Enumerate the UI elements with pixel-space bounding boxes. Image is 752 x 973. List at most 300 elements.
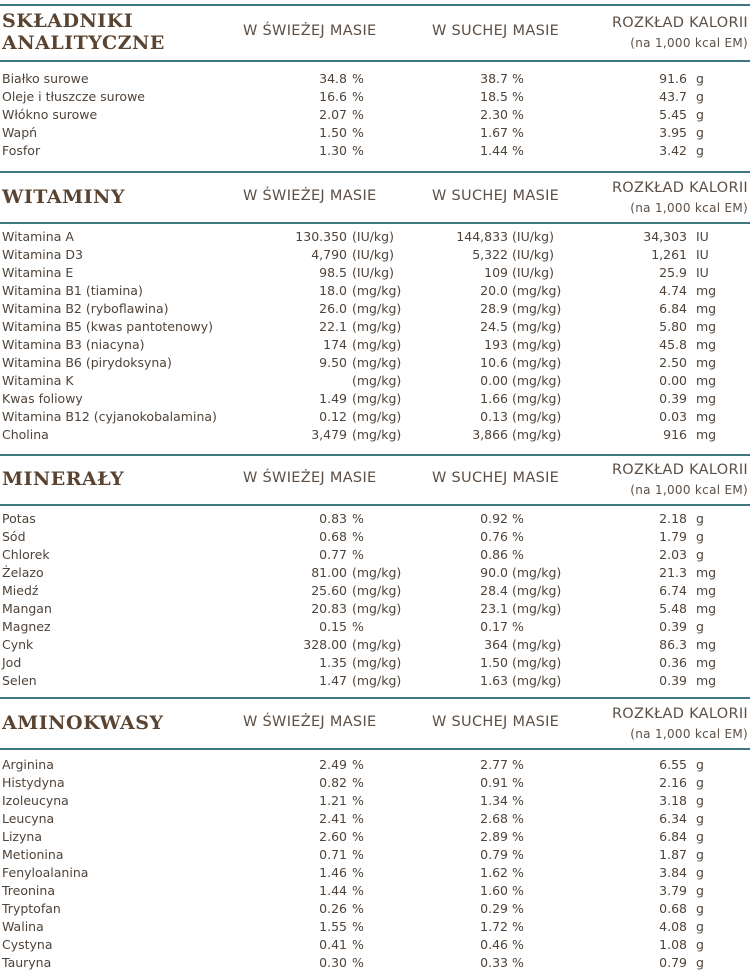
nutrient-name: Leucyna [2,811,55,826]
table-row [0,774,752,792]
calorie-value: 21.3 [659,565,687,580]
nutrient-name: Arginina [2,757,54,772]
dry-unit: (mg/kg) [512,391,562,406]
calorie-unit: mg [696,391,717,406]
dry-value: 28.9 [480,301,508,316]
section-header-rule [0,222,750,224]
calorie-unit: mg [696,583,717,598]
fresh-value: 18.0 [319,283,347,298]
nutrient-name: Mangan [2,601,52,616]
fresh-value: 0.30 [319,955,347,970]
fresh-unit: % [352,107,364,122]
calorie-unit: g [696,847,704,862]
dry-unit: (mg/kg) [512,337,562,352]
table-row [0,142,752,160]
column-header-dry: W SUCHEJ MASIE [432,470,560,486]
calorie-value: 45.8 [659,337,687,352]
dry-value: 2.68 [480,811,508,826]
dry-unit: % [512,107,524,122]
calorie-unit: g [696,775,704,790]
fresh-unit: % [352,775,364,790]
nutrient-name: Selen [2,673,37,688]
section-title [2,712,164,734]
table-row [0,654,752,672]
nutrient-name: Witamina B12 (cyjanokobalamina) [2,409,217,424]
dry-unit: (mg/kg) [512,601,562,616]
fresh-value: 1.55 [319,919,347,934]
nutrient-name: Witamina D3 [2,247,83,262]
calorie-unit: mg [696,409,717,424]
calorie-value: 43.7 [659,89,687,104]
fresh-unit: % [352,793,364,808]
calorie-unit: g [696,107,704,122]
nutrient-name: Potas [2,511,36,526]
nutrient-name: Witamina B1 (tiamina) [2,283,143,298]
table-row [0,618,752,636]
table-row [0,246,752,264]
dry-unit: (mg/kg) [512,283,562,298]
calorie-unit: g [696,143,704,158]
table-row [0,828,752,846]
fresh-value: 0.77 [319,547,347,562]
section-title [2,468,124,490]
dry-value: 1.66 [480,391,508,406]
dry-unit: % [512,775,524,790]
table-row [0,228,752,246]
dry-unit: % [512,125,524,140]
calorie-unit: g [696,901,704,916]
calorie-value: 4.08 [659,919,687,934]
table-row [0,582,752,600]
section-title-line: AMINOKWASY [2,712,164,734]
nutrient-name: Witamina B6 (pirydoksyna) [2,355,172,370]
section-title-line: WITAMINY [2,186,125,208]
dry-unit: % [512,865,524,880]
calorie-value: 5.80 [659,319,687,334]
nutrient-name: Izoleucyna [2,793,69,808]
fresh-value: 20.83 [311,601,347,616]
calorie-value: 0.68 [659,901,687,916]
dry-value: 20.0 [480,283,508,298]
fresh-unit: % [352,125,364,140]
fresh-unit: (mg/kg) [352,637,402,652]
fresh-unit: (mg/kg) [352,583,402,598]
table-row [0,846,752,864]
nutrient-name: Witamina B2 (ryboflawina) [2,301,169,316]
calorie-value: 5.48 [659,601,687,616]
fresh-unit: % [352,847,364,862]
calorie-unit: g [696,529,704,544]
table-row [0,918,752,936]
calorie-unit: g [696,811,704,826]
calorie-unit: g [696,71,704,86]
dry-unit: % [512,901,524,916]
dry-unit: (mg/kg) [512,355,562,370]
fresh-value: 0.26 [319,901,347,916]
fresh-value: 3,479 [311,427,347,442]
column-header-calories-subtitle: (na 1,000 kcal EM) [630,201,748,215]
nutrient-name: Chlorek [2,547,50,562]
table-row [0,528,752,546]
nutrient-name: Treonina [2,883,55,898]
table-row [0,900,752,918]
dry-value: 2.89 [480,829,508,844]
calorie-unit: mg [696,301,717,316]
dry-value: 1.63 [480,673,508,688]
dry-value: 24.5 [480,319,508,334]
calorie-value: 6.74 [659,583,687,598]
nutrient-name: Witamina K [2,373,74,388]
calorie-unit: mg [696,565,717,580]
calorie-unit: mg [696,427,717,442]
table-row [0,810,752,828]
column-header-calories-title: ROZKŁAD KALORII [611,180,748,196]
fresh-value: 328.00 [303,637,347,652]
dry-unit: (mg/kg) [512,319,562,334]
nutrient-name: Magnez [2,619,51,634]
dry-value: 0.79 [480,847,508,862]
calorie-unit: g [696,919,704,934]
table-row [0,390,752,408]
dry-value: 0.92 [480,511,508,526]
dry-unit: (mg/kg) [512,409,562,424]
fresh-value: 1.21 [319,793,347,808]
calorie-value: 6.55 [659,757,687,772]
section-title-line: SKŁADNIKI [2,10,134,32]
dry-unit: % [512,955,524,970]
dry-unit: % [512,89,524,104]
calorie-value: 25.9 [659,265,687,280]
fresh-unit: (mg/kg) [352,373,402,388]
fresh-unit: (mg/kg) [352,409,402,424]
dry-value: 2.30 [480,107,508,122]
table-row [0,264,752,282]
dry-unit: % [512,757,524,772]
table-row [0,546,752,564]
dry-unit: % [512,547,524,562]
calorie-unit: g [696,125,704,140]
dry-value: 0.33 [480,955,508,970]
calorie-value: 2.18 [659,511,687,526]
section-title-line: ANALITYCZNE [2,32,165,54]
calorie-value: 3.79 [659,883,687,898]
dry-value: 1.50 [480,655,508,670]
dry-unit: (mg/kg) [512,655,562,670]
fresh-unit: % [352,829,364,844]
calorie-value: 0.00 [659,373,687,388]
fresh-value: 0.82 [319,775,347,790]
fresh-unit: (mg/kg) [352,301,402,316]
column-header-fresh: W ŚWIEŻEJ MASIE [243,23,377,39]
calorie-unit: g [696,829,704,844]
calorie-value: 0.39 [659,673,687,688]
calorie-value: 5.45 [659,107,687,122]
dry-value: 0.13 [480,409,508,424]
fresh-value: 2.07 [319,107,347,122]
fresh-value: 1.50 [319,125,347,140]
nutrient-name: Cholina [2,427,49,442]
table-row [0,354,752,372]
column-header-calories-subtitle: (na 1,000 kcal EM) [630,727,748,741]
dry-value: 0.91 [480,775,508,790]
dry-unit: (mg/kg) [512,301,562,316]
fresh-value: 16.6 [319,89,347,104]
dry-value: 1.44 [480,143,508,158]
nutrient-name: Witamina B5 (kwas pantotenowy) [2,319,214,334]
table-row [0,510,752,528]
fresh-unit: (mg/kg) [352,391,402,406]
calorie-unit: g [696,89,704,104]
calorie-value: 1.87 [659,847,687,862]
fresh-value: 1.46 [319,865,347,880]
column-header-fresh: W ŚWIEŻEJ MASIE [243,714,377,730]
calorie-value: 3.95 [659,125,687,140]
dry-unit: (mg/kg) [512,637,562,652]
column-header-calories [612,704,748,744]
calorie-unit: g [696,757,704,772]
column-header-calories-title: ROZKŁAD KALORII [611,706,748,722]
dry-value: 364 [484,637,508,652]
fresh-unit: (mg/kg) [352,655,402,670]
fresh-unit: (IU/kg) [352,265,394,280]
dry-unit: % [512,847,524,862]
table-row [0,756,752,774]
dry-value: 144,833 [456,229,508,244]
table-row [0,282,752,300]
section-top-rule [0,171,750,173]
nutrient-name: Żelazo [2,565,44,580]
fresh-unit: % [352,811,364,826]
table-row [0,372,752,390]
fresh-value: 98.5 [319,265,347,280]
fresh-value: 1.44 [319,883,347,898]
section-title-line: MINERAŁY [2,468,125,490]
section-top-rule [0,454,750,456]
fresh-value: 26.0 [319,301,347,316]
fresh-unit: (mg/kg) [352,427,402,442]
fresh-unit: (IU/kg) [352,247,394,262]
table-row [0,792,752,810]
dry-unit: % [512,793,524,808]
calorie-value: 2.50 [659,355,687,370]
dry-value: 28.4 [480,583,508,598]
dry-unit: % [512,511,524,526]
nutrient-name: Białko surowe [2,71,89,86]
calorie-value: 2.03 [659,547,687,562]
calorie-value: 1.79 [659,529,687,544]
table-row [0,300,752,318]
calorie-unit: g [696,937,704,952]
section-top-rule [0,4,750,6]
calorie-value: 0.39 [659,619,687,634]
calorie-value: 1.08 [659,937,687,952]
dry-unit: % [512,919,524,934]
calorie-value: 91.6 [659,71,687,86]
table-row [0,336,752,354]
dry-value: 0.76 [480,529,508,544]
nutrient-name: Jod [2,655,22,670]
fresh-unit: % [352,919,364,934]
table-row [0,124,752,142]
calorie-unit: g [696,547,704,562]
table-row [0,600,752,618]
dry-unit: % [512,71,524,86]
dry-value: 0.29 [480,901,508,916]
fresh-unit: % [352,547,364,562]
dry-unit: % [512,829,524,844]
dry-unit: (mg/kg) [512,565,562,580]
nutrient-name: Fosfor [2,143,41,158]
fresh-value: 0.41 [319,937,347,952]
nutrient-name: Fenyloalanina [2,865,89,880]
calorie-value: 0.36 [659,655,687,670]
column-header-calories-subtitle: (na 1,000 kcal EM) [630,483,748,497]
dry-value: 90.0 [480,565,508,580]
table-row [0,882,752,900]
fresh-unit: % [352,883,364,898]
fresh-value: 0.71 [319,847,347,862]
calorie-unit: mg [696,337,717,352]
dry-value: 1.72 [480,919,508,934]
fresh-unit: (mg/kg) [352,319,402,334]
dry-unit: (mg/kg) [512,427,562,442]
section-header-rule [0,748,750,750]
table-row [0,426,752,444]
calorie-unit: mg [696,355,717,370]
dry-value: 10.6 [480,355,508,370]
dry-value: 1.67 [480,125,508,140]
calorie-unit: g [696,865,704,880]
fresh-unit: % [352,937,364,952]
fresh-value: 130.350 [295,229,347,244]
table-row [0,564,752,582]
fresh-unit: (mg/kg) [352,337,402,352]
fresh-value: 0.83 [319,511,347,526]
nutrient-name: Sód [2,529,26,544]
nutrient-name: Histydyna [2,775,65,790]
fresh-unit: % [352,511,364,526]
fresh-value: 0.15 [319,619,347,634]
dry-value: 0.17 [480,619,508,634]
fresh-value: 81.00 [311,565,347,580]
dry-value: 3,866 [472,427,508,442]
calorie-unit: mg [696,283,717,298]
fresh-value: 25.60 [311,583,347,598]
fresh-value: 174 [323,337,347,352]
calorie-unit: mg [696,673,717,688]
dry-value: 1.34 [480,793,508,808]
column-header-calories-subtitle: (na 1,000 kcal EM) [630,36,748,50]
nutrient-name: Miedź [2,583,39,598]
calorie-value: 0.39 [659,391,687,406]
fresh-value: 2.49 [319,757,347,772]
fresh-unit: % [352,757,364,772]
column-header-fresh: W ŚWIEŻEJ MASIE [243,188,377,204]
dry-value: 1.62 [480,865,508,880]
fresh-value: 0.12 [319,409,347,424]
fresh-unit: (mg/kg) [352,601,402,616]
section-header-rule [0,60,750,62]
dry-value: 193 [484,337,508,352]
fresh-value: 34.8 [319,71,347,86]
dry-unit: (mg/kg) [512,673,562,688]
dry-value: 2.77 [480,757,508,772]
table-row [0,936,752,954]
calorie-value: 6.84 [659,301,687,316]
calorie-value: 3.42 [659,143,687,158]
section-header-rule [0,504,750,506]
calorie-unit: g [696,883,704,898]
nutrient-name: Kwas foliowy [2,391,83,406]
column-header-dry: W SUCHEJ MASIE [432,23,560,39]
table-row [0,88,752,106]
column-header-calories-title: ROZKŁAD KALORII [611,462,748,478]
fresh-value: 9.50 [319,355,347,370]
dry-unit: % [512,529,524,544]
calorie-value: 916 [663,427,687,442]
calorie-unit: IU [696,265,709,280]
fresh-unit: % [352,71,364,86]
dry-value: 38.7 [480,71,508,86]
section-top-rule [0,697,750,699]
calorie-unit: mg [696,637,717,652]
fresh-unit: % [352,89,364,104]
fresh-value: 0.68 [319,529,347,544]
nutrient-name: Metionina [2,847,64,862]
calorie-value: 3.18 [659,793,687,808]
fresh-unit: (mg/kg) [352,283,402,298]
dry-unit: (mg/kg) [512,373,562,388]
column-header-calories [612,460,748,500]
nutrient-name: Włókno surowe [2,107,98,122]
section-title [2,186,125,208]
calorie-unit: g [696,793,704,808]
calorie-unit: g [696,619,704,634]
table-row [0,318,752,336]
dry-value: 0.46 [480,937,508,952]
dry-unit: (IU/kg) [512,229,554,244]
calorie-unit: mg [696,655,717,670]
dry-unit: % [512,619,524,634]
dry-unit: % [512,811,524,826]
dry-value: 23.1 [480,601,508,616]
dry-value: 1.60 [480,883,508,898]
nutrient-name: Witamina E [2,265,74,280]
section-title [2,10,165,54]
fresh-unit: (mg/kg) [352,565,402,580]
fresh-unit: % [352,901,364,916]
dry-unit: (IU/kg) [512,247,554,262]
column-header-calories-title: ROZKŁAD KALORII [611,15,748,31]
fresh-value: 1.30 [319,143,347,158]
column-header-dry: W SUCHEJ MASIE [432,188,560,204]
table-row [0,864,752,882]
calorie-unit: g [696,955,704,970]
dry-value: 5,322 [472,247,508,262]
nutrient-name: Cystyna [2,937,53,952]
dry-value: 18.5 [480,89,508,104]
calorie-value: 34,303 [643,229,687,244]
table-row [0,672,752,690]
nutrient-name: Lizyna [2,829,42,844]
calorie-value: 2.16 [659,775,687,790]
fresh-unit: % [352,619,364,634]
dry-unit: % [512,883,524,898]
dry-unit: (IU/kg) [512,265,554,280]
fresh-value: 1.35 [319,655,347,670]
calorie-value: 0.03 [659,409,687,424]
calorie-value: 1,261 [651,247,687,262]
